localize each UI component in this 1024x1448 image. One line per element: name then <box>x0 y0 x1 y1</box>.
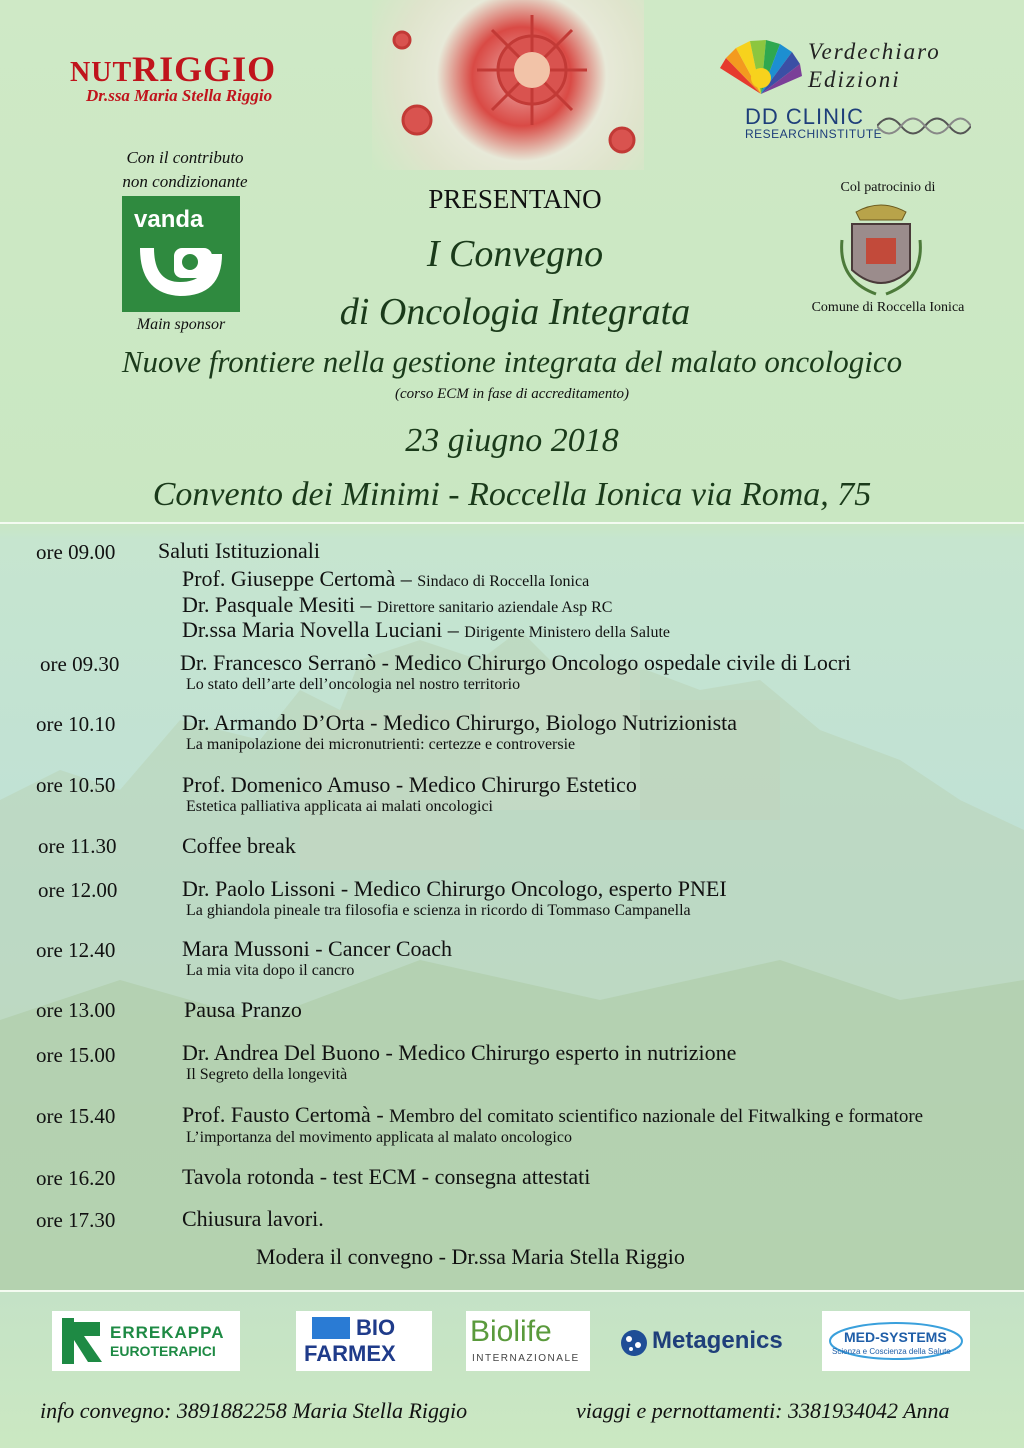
errekappa-text-1: ERREKAPPA <box>110 1323 225 1342</box>
program-talk: La ghiandola pineale tra filosofia e scienza in ricordo di Tommaso Campanella <box>186 902 691 919</box>
program-talk: L’importanza del movimento applicata al malato oncologico <box>186 1129 572 1146</box>
ddclinic-logo <box>745 104 883 141</box>
medsystems-text-2: Scienza e Coscienza della Salute <box>832 1347 951 1356</box>
crest-icon <box>836 200 926 300</box>
person-name: Dr.ssa Maria Novella Luciani – <box>182 617 465 642</box>
program-speaker: Coffee break <box>182 833 296 858</box>
biofarmex-text-2: FARMEX <box>304 1341 396 1366</box>
biofarmex-mark <box>312 1317 350 1339</box>
program-speaker: Pausa Pranzo <box>184 997 302 1022</box>
vanda-logo <box>122 196 240 312</box>
program-time: ore 12.00 <box>38 878 118 902</box>
biolife-text-1: Biolife <box>470 1315 552 1348</box>
program-speaker: Dr. Andrea Del Buono - Medico Chirurgo esperto in nutrizione <box>182 1040 737 1065</box>
main-sponsor-label: Main sponsor <box>136 316 226 333</box>
verdechiaro-text-1: Verdechiaro <box>808 39 941 64</box>
biofarmex-logo <box>296 1311 432 1371</box>
biolife-logo <box>466 1311 590 1371</box>
person-role: Dirigente Ministero della Salute <box>464 624 670 641</box>
program-speaker: Chiusura lavori. <box>182 1206 324 1231</box>
title-line-1: I Convegno <box>426 233 604 275</box>
nutriggio-logo <box>70 48 276 106</box>
verdechiaro-logo <box>720 38 941 103</box>
program-time: ore 13.00 <box>36 998 116 1022</box>
patronage-label: Col patrocinio di <box>840 180 936 195</box>
contrib-line-1: Con il contributo <box>126 148 244 167</box>
dna-icon <box>877 111 971 141</box>
medsystems-text-1: MED-SYSTEMS <box>844 1329 947 1345</box>
sun-icon <box>720 38 802 98</box>
program-time: ore 16.20 <box>36 1166 116 1190</box>
program-speaker: Dr. Armando D’Orta - Medico Chirurgo, Biologo Nutrizionista <box>182 710 738 735</box>
errekappa-logo <box>52 1311 240 1371</box>
program-speaker: Tavola rotonda - test ECM - consegna attestati <box>182 1164 591 1189</box>
ddclinic-text-2: RESEARCHINSTITUTE <box>745 127 883 141</box>
info-contact: info convegno: 3891882258 Maria Stella Riggio <box>40 1398 468 1423</box>
person-name: Prof. Giuseppe Certomà – <box>182 566 418 591</box>
virus-image <box>372 0 644 170</box>
event-date: 23 giugno 2018 <box>405 422 619 459</box>
vanda-text: vanda <box>134 206 204 233</box>
biolife-text-2: INTERNAZIONALE <box>472 1353 580 1364</box>
biofarmex-text-1: BIO <box>356 1315 396 1340</box>
contribution-note <box>95 146 275 194</box>
program-talk: Il Segreto della longevità <box>186 1066 348 1083</box>
contrib-line-2: non condizionante <box>122 172 248 191</box>
speaker-role: Membro del comitato scientifico nazionale del Fitwalking e formatore <box>389 1106 924 1127</box>
ddclinic-text-1: DD CLINIC <box>745 104 865 129</box>
speaker-name: Prof. Fausto Certomà - <box>182 1102 390 1127</box>
moderator: Modera il convegno - Dr.ssa Maria Stella Riggio <box>256 1244 685 1269</box>
person-role: Direttore sanitario aziendale Asp RC <box>376 599 613 616</box>
program-speaker: Dr. Francesco Serranò - Medico Chirurgo Oncologo ospedale civile di Locri <box>180 650 852 675</box>
metagenics-logo <box>618 1311 804 1371</box>
program-talk: La mia vita dopo il cancro <box>186 962 355 979</box>
program-time: ore 15.00 <box>36 1043 116 1067</box>
saluti-person <box>182 592 612 618</box>
errekappa-icon <box>60 1316 106 1366</box>
program-talk: Estetica palliativa applicata ai malati oncologici <box>186 798 493 815</box>
program-time: ore 15.40 <box>36 1104 116 1128</box>
presentano: PRESENTANO <box>428 184 602 214</box>
subtitle: Nuove frontiere nella gestione integrata del malato oncologico <box>121 344 903 379</box>
program-time: ore 17.30 <box>36 1208 116 1232</box>
ecm-note: (corso ECM in fase di accreditamento) <box>395 386 629 402</box>
saluti-label: Saluti Istituzionali <box>158 538 320 563</box>
divider-bottom <box>0 1290 1024 1292</box>
logo-nut-text: NUT <box>70 57 133 88</box>
travel-contact: viaggi e pernottamenti: 3381934042 Anna <box>576 1398 950 1423</box>
program-time: ore 09.30 <box>40 652 120 676</box>
saluti-person <box>182 617 670 643</box>
program-talk: La manipolazione dei micronutrienti: certezze e controversie <box>186 736 576 753</box>
metagenics-icon <box>620 1329 648 1357</box>
program-time: ore 12.40 <box>36 938 116 962</box>
errekappa-text-2: EUROTERAPICI <box>110 1343 216 1359</box>
time-0900: ore 09.00 <box>36 540 116 564</box>
comune-label: Comune di Roccella Ionica <box>811 300 965 315</box>
program-speaker: Dr. Paolo Lissoni - Medico Chirurgo Oncologo, esperto PNEI <box>182 876 727 901</box>
logo-subtitle: Dr.ssa Maria Stella Riggio <box>86 86 273 105</box>
program-time: ore 11.30 <box>38 834 117 858</box>
program-speaker <box>182 1102 923 1128</box>
event-venue: Convento dei Minimi - Roccella Ionica via Roma, 75 <box>152 476 872 513</box>
logo-riggio-text: RIGGIO <box>132 49 277 89</box>
medsystems-logo <box>822 1311 970 1371</box>
program-time: ore 10.50 <box>36 773 116 797</box>
program-speaker: Mara Mussoni - Cancer Coach <box>182 936 453 961</box>
metagenics-text: Metagenics <box>652 1327 783 1354</box>
person-name: Dr. Pasquale Mesiti – <box>182 592 377 617</box>
program-time: ore 10.10 <box>36 712 116 736</box>
verdechiaro-text-2: Edizioni <box>808 67 901 92</box>
saluti-person <box>182 566 589 592</box>
program-speaker: Prof. Domenico Amuso - Medico Chirurgo Estetico <box>182 772 637 797</box>
program-talk: Lo stato dell’arte dell’oncologia nel nostro territorio <box>186 676 521 693</box>
title-line-2: di Oncologia Integrata <box>339 291 691 333</box>
divider-top <box>0 522 1024 524</box>
person-role: Sindaco di Roccella Ionica <box>417 573 590 590</box>
